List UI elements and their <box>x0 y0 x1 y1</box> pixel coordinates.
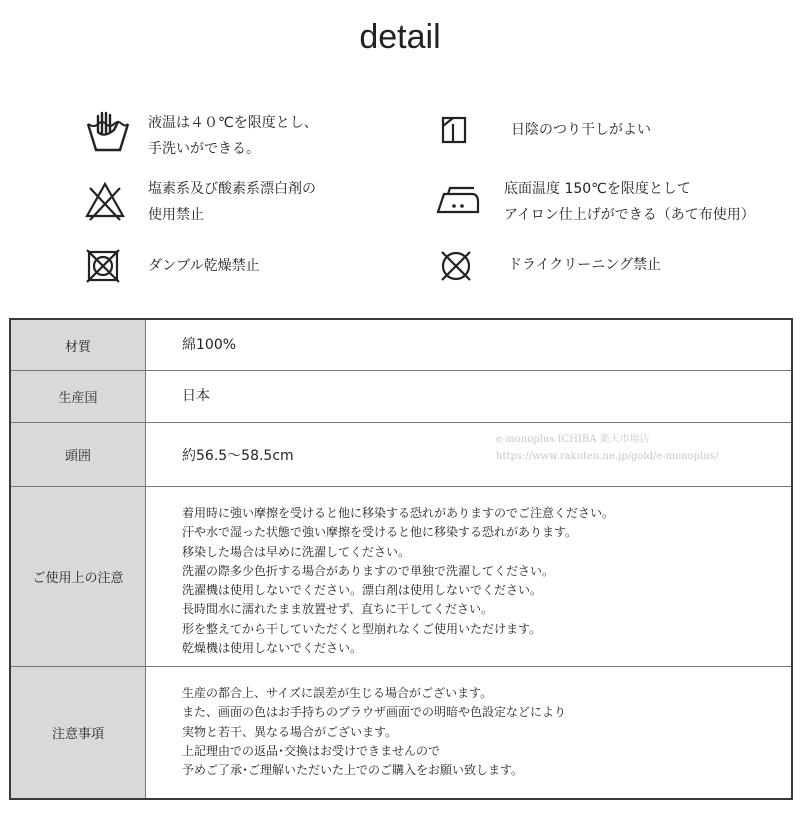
spec-value <box>146 320 791 370</box>
spec-value-text: 約56.5～58.5cm <box>182 447 294 464</box>
page-title: detail <box>359 18 441 56</box>
spec-table <box>9 318 793 800</box>
watermark-line: e-monoplus ICHIBA 楽天市場店 <box>496 434 650 445</box>
spec-label: 生産国 <box>11 371 146 422</box>
spec-value <box>146 487 791 666</box>
usage-line: 洗濯機は使用しないでください。漂白剤は使用しないでください。 <box>182 583 543 598</box>
care-text-line: 液温は４０℃を限度とし、 <box>148 115 318 131</box>
care-text-line: 底面温度 150℃を限度として <box>504 181 691 197</box>
no-dry-clean-icon <box>439 249 473 283</box>
shade-dry-icon <box>441 116 467 144</box>
spec-value <box>146 371 791 422</box>
spec-label: 材質 <box>11 320 146 370</box>
notes-line: 予めご了承･ご理解いただいた上でのご購入をお願い致します。 <box>182 763 524 778</box>
spec-label: ご使用上の注意 <box>11 487 146 666</box>
spec-label: 注意事項 <box>11 667 146 798</box>
usage-line: 長時間水に濡れたまま放置せず、直ちに干してください。 <box>182 602 494 617</box>
care-text-line: 塩素系及び酸素系漂白剤の <box>148 181 316 197</box>
notes-line: 上記理由での返品･交換はお受けできませんので <box>182 743 441 758</box>
care-text-line: 日陰のつり干しがよい <box>511 122 651 138</box>
spec-value <box>146 423 791 486</box>
usage-line: 乾燥機は使用しないでください。 <box>182 641 363 656</box>
care-text-line: 使用禁止 <box>148 207 204 223</box>
spec-row-origin <box>11 370 791 422</box>
watermark <box>496 431 718 465</box>
usage-line: 着用時に強い摩擦を受けると他に移染する恐れがありますのでご注意ください。 <box>182 506 615 520</box>
usage-line: 汗や水で湿った状態で強い摩擦を受けると他に移染する恐れがあります。 <box>182 525 578 540</box>
iron-icon <box>434 182 482 218</box>
care-text-line: ダンブル乾燥禁止 <box>148 258 260 274</box>
spec-row-notes <box>11 666 791 798</box>
usage-line: 形を整えてから干していただくと型崩れなくご使用いただけます。 <box>182 621 542 636</box>
notes-line: 実物と若干、異なる場合がございます。 <box>182 724 398 739</box>
care-text-line: アイロン仕上げができる（あて布使用） <box>504 207 755 223</box>
spec-row-size <box>11 422 791 486</box>
no-tumble-dry-icon <box>86 249 120 283</box>
spec-value <box>146 667 791 798</box>
watermark-line: https://www.rakuten.ne.jp/gold/e-monoplus/ <box>496 451 719 462</box>
spec-value-text: 日本 <box>182 388 210 404</box>
care-text-line: ドライクリーニング禁止 <box>508 257 662 273</box>
notes-line: また、画面の色はお手持ちのブラウザ画面での明暗や色設定などにより <box>182 705 567 720</box>
usage-line: 移染した場合は早めに洗濯してください。 <box>182 544 411 559</box>
no-bleach-icon <box>84 180 126 222</box>
hand-wash-icon <box>84 110 132 156</box>
spec-value-text: 綿100% <box>182 337 237 353</box>
spec-row-usage <box>11 486 791 666</box>
care-text-line: 手洗いができる。 <box>148 141 260 157</box>
usage-line: 洗濯の際多少色折する場合がありますので単独で洗濯してください。 <box>182 563 555 578</box>
spec-row-material <box>11 320 791 370</box>
notes-line: 生産の都合上、サイズに誤差が生じる場合がございます。 <box>182 686 493 700</box>
spec-label: 頭囲 <box>11 423 146 486</box>
